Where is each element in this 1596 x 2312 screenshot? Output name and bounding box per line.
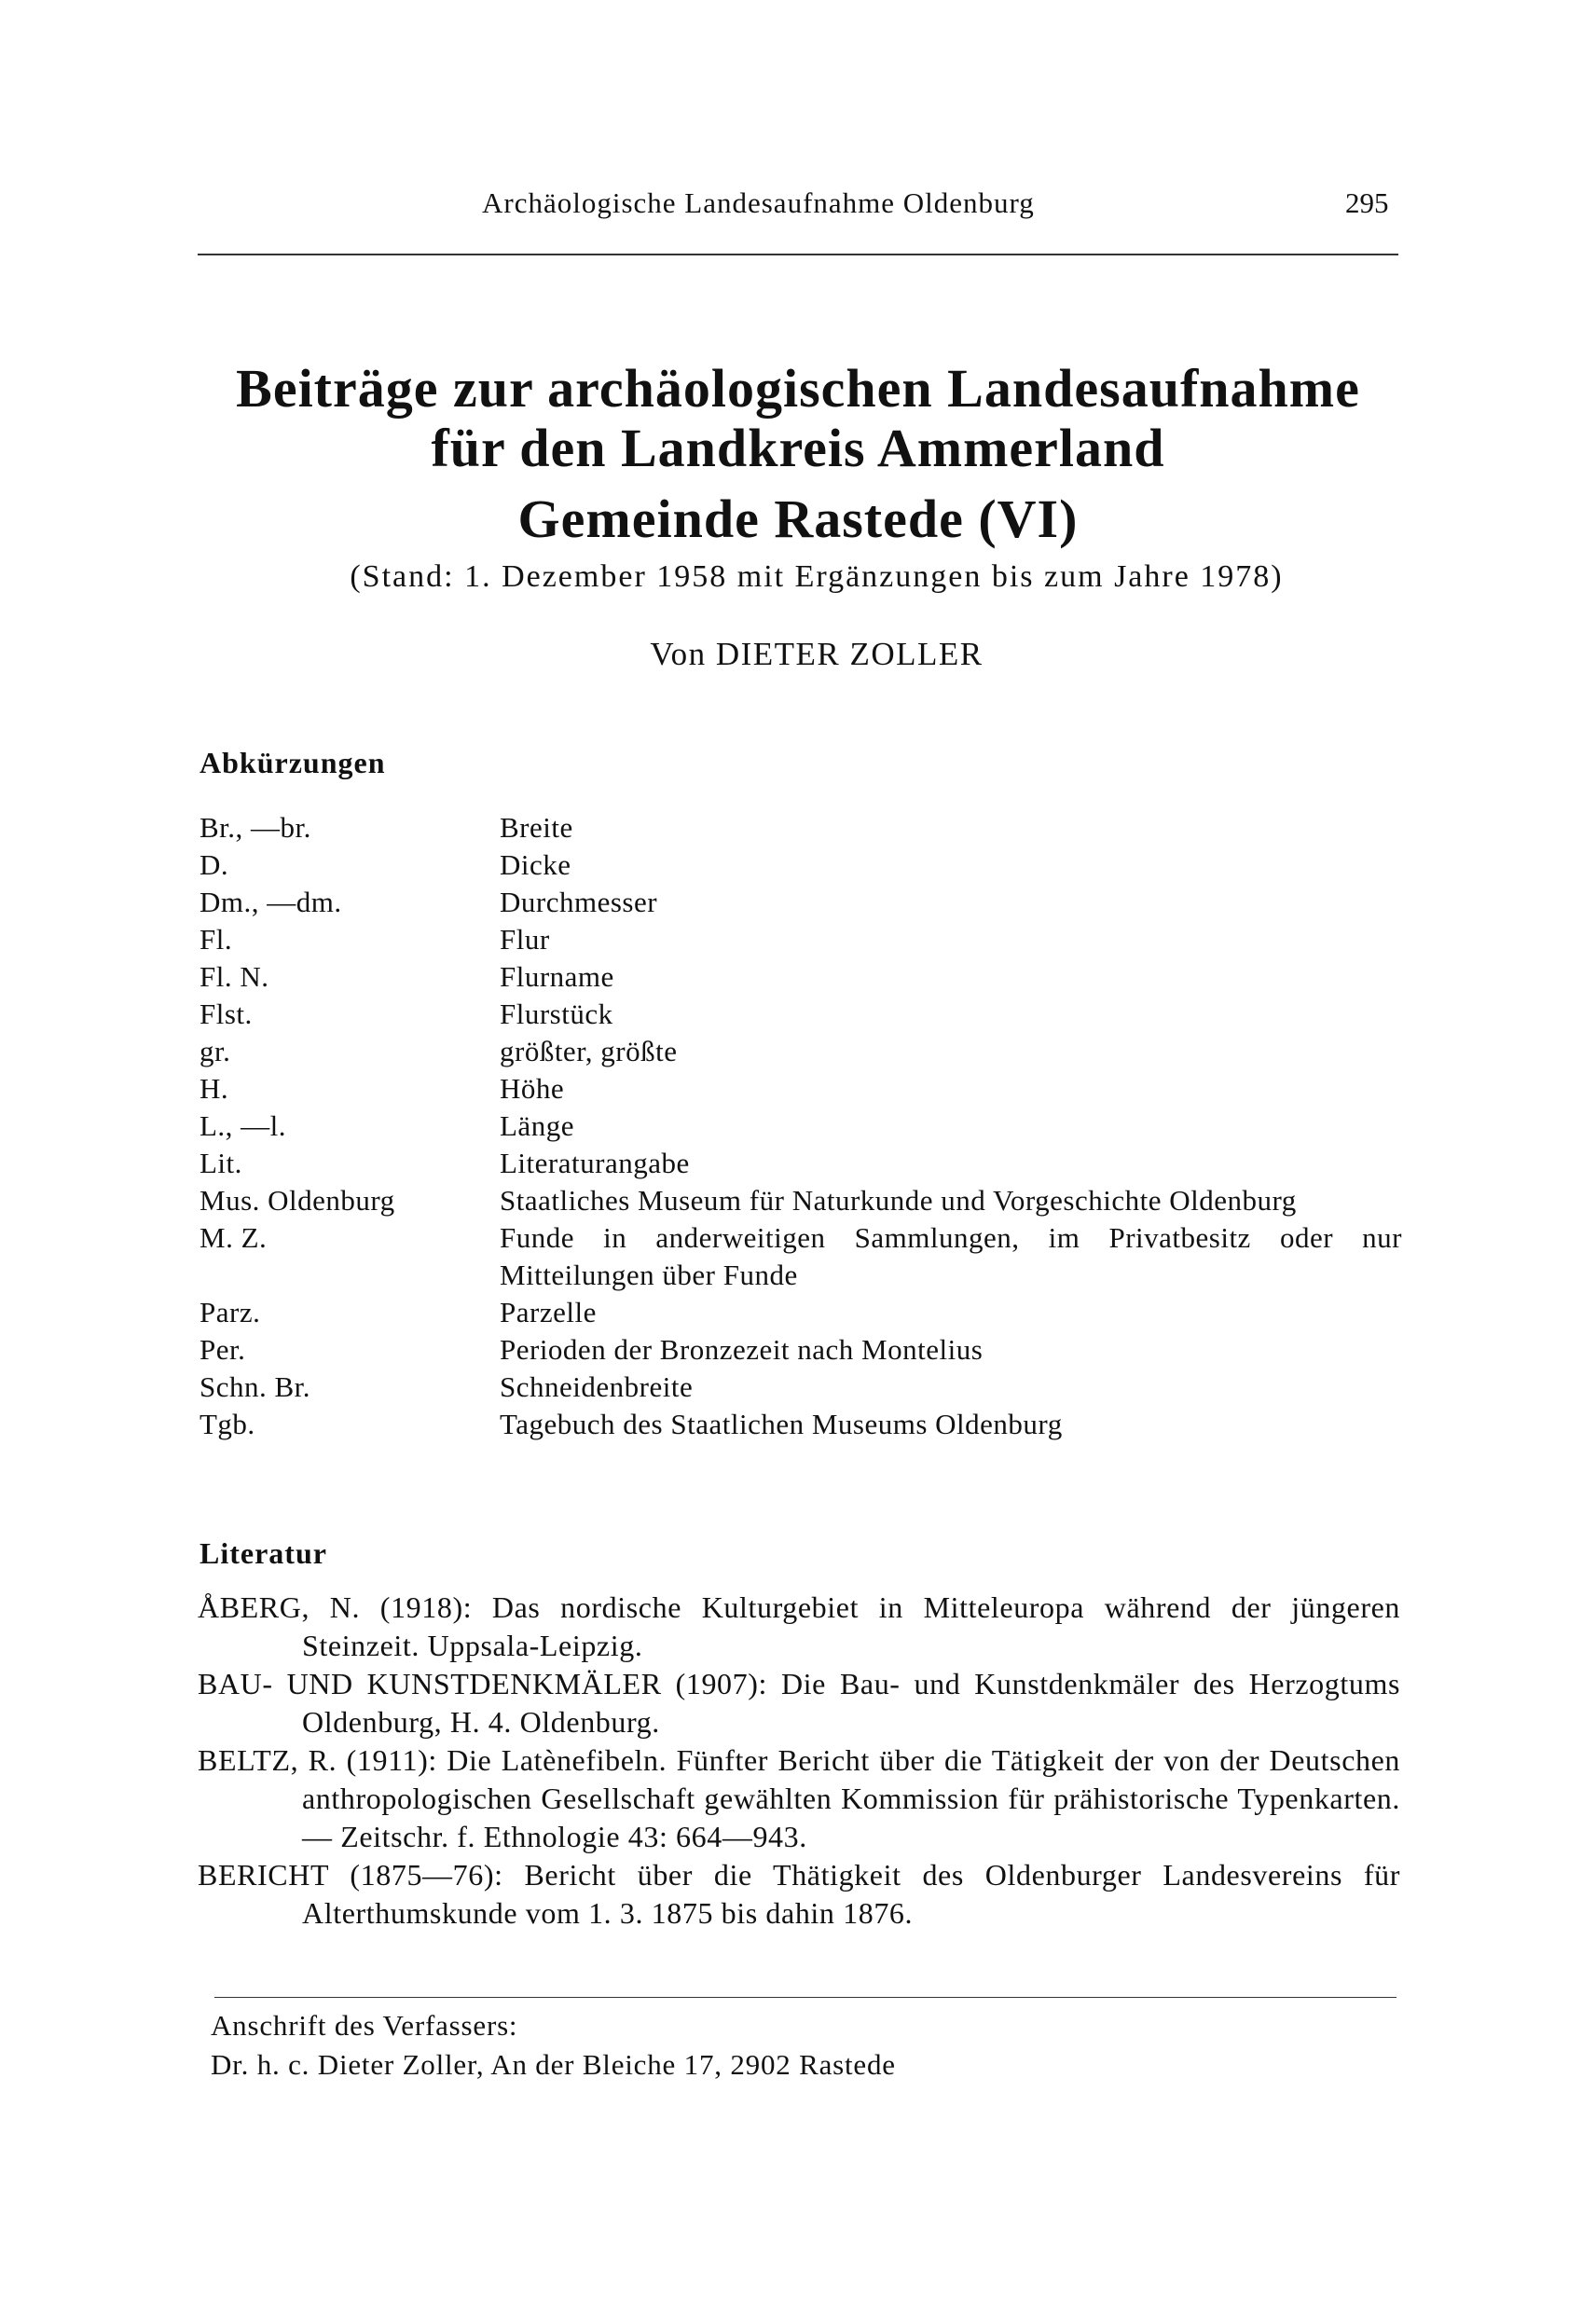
abbreviation-term: Parz. — [200, 1296, 261, 1328]
abbreviation-term: Per. — [200, 1333, 246, 1366]
abbreviation-meaning: größter, größte — [500, 1035, 678, 1067]
abbreviation-term: L., —l. — [200, 1109, 287, 1142]
abbreviation-meaning: Staatliches Museum für Naturkunde und Vorgeschichte Oldenburg — [500, 1184, 1297, 1217]
abbreviation-term: D. — [200, 848, 229, 881]
abbreviation-meaning: Flurname — [500, 960, 614, 993]
author-address-footnote — [211, 2006, 896, 2085]
article-subtitle: (Stand: 1. Dezember 1958 mit Ergänzungen bis zum Jahre 1978) — [350, 559, 1284, 594]
abbreviation-row — [200, 1033, 1402, 1070]
abbreviation-term: M. Z. — [200, 1221, 268, 1254]
abbreviation-term: Dm., —dm. — [200, 886, 342, 918]
literature-entry: ÅBERG, N. (1918): Das nordische Kulturgebiet in Mitteleuropa während der jüngeren Steinzeit. Uppsala-Leipzig. — [198, 1590, 1400, 1662]
footnote-rule — [214, 1997, 1396, 1998]
literature-list — [198, 1589, 1400, 1933]
abbreviation-term: Schn. Br. — [200, 1370, 311, 1403]
abbreviation-term: gr. — [200, 1035, 231, 1067]
abbreviation-meaning: Dicke — [500, 848, 571, 881]
abbreviations-heading: Abkürzungen — [200, 746, 386, 779]
abbreviation-row — [200, 809, 1402, 846]
abbreviation-row — [200, 1294, 1402, 1331]
abbreviation-term: Flst. — [200, 998, 253, 1030]
page-number: 295 — [1345, 186, 1389, 219]
title-line-2: für den Landkreis Ammerland — [431, 418, 1165, 478]
title-line-3: Gemeinde Rastede (VI) — [517, 489, 1079, 549]
article-author: Von DIETER ZOLLER — [650, 636, 984, 672]
abbreviation-term: Fl. N. — [200, 960, 269, 993]
abbreviations-list — [200, 809, 1402, 1443]
abbreviation-row — [200, 958, 1402, 996]
abbreviation-term: Lit. — [200, 1147, 242, 1179]
abbreviation-row — [200, 1182, 1402, 1219]
abbreviation-row — [200, 884, 1402, 921]
address-text: Dr. h. c. Dieter Zoller, An der Bleiche 17, 2902 Rastede — [211, 2048, 896, 2081]
abbreviation-row — [200, 1331, 1402, 1369]
abbreviation-term: Mus. Oldenburg — [200, 1184, 395, 1217]
abbreviation-meaning: Flur — [500, 923, 550, 956]
title-line-1: Beiträge zur archäologischen Landesaufnahme — [236, 358, 1360, 419]
abbreviation-row — [200, 921, 1402, 958]
abbreviation-row — [200, 1108, 1402, 1145]
literature-entry: BAU- UND KUNSTDENKMÄLER (1907): Die Bau- und Kunstdenkmäler des Herzogtums Oldenburg, H. 4. Oldenburg. — [198, 1667, 1400, 1739]
abbreviation-meaning: Durchmesser — [500, 886, 658, 918]
literature-heading: Literatur — [200, 1536, 327, 1570]
abbreviation-meaning: Perioden der Bronzezeit nach Montelius — [500, 1333, 984, 1366]
literature-entry: BERICHT (1875—76): Bericht über die Thätigkeit des Oldenburger Landesvereins für Alterthumskunde vom 1. 3. 1875 bis dahin 1876. — [198, 1858, 1400, 1930]
abbreviation-meaning: Parzelle — [500, 1296, 597, 1328]
abbreviation-row — [200, 1145, 1402, 1182]
abbreviation-row — [200, 1406, 1402, 1443]
running-head — [0, 186, 1596, 242]
abbreviation-row — [200, 996, 1402, 1033]
abbreviation-row — [200, 846, 1402, 884]
abbreviation-row — [200, 1369, 1402, 1406]
abbreviation-term: Br., —br. — [200, 811, 311, 844]
abbreviation-meaning: Literaturangabe — [500, 1147, 690, 1179]
abbreviation-row — [200, 1070, 1402, 1108]
literature-entry: BELTZ, R. (1911): Die Latènefibeln. Fünfter Bericht über die Tätigkeit der von der Deutschen anthropologischen Gesellschaft gewählten Kommission für prähistorische Typenkarten. — Zeitschr. f. Ethnologie 43: 664—943. — [198, 1743, 1400, 1853]
abbreviation-term: Tgb. — [200, 1408, 255, 1440]
abbreviation-meaning: Schneidenbreite — [500, 1370, 694, 1403]
abbreviation-meaning: Länge — [500, 1109, 574, 1142]
abbreviation-term: Fl. — [200, 923, 233, 956]
abbreviation-meaning: Funde in anderweitigen Sammlungen, im Privatbesitz oder nur Mitteilungen über Funde — [500, 1221, 1402, 1291]
abbreviation-meaning: Flurstück — [500, 998, 613, 1030]
header-rule — [198, 254, 1398, 255]
running-head-title: Archäologische Landesaufnahme Oldenburg — [482, 186, 1035, 219]
abbreviation-meaning: Tagebuch des Staatlichen Museums Oldenburg — [500, 1408, 1063, 1440]
abbreviation-meaning: Breite — [500, 811, 573, 844]
abbreviation-meaning: Höhe — [500, 1072, 565, 1105]
address-label: Anschrift des Verfassers: — [211, 2009, 518, 2042]
abbreviation-term: H. — [200, 1072, 229, 1105]
abbreviation-row — [200, 1219, 1402, 1294]
